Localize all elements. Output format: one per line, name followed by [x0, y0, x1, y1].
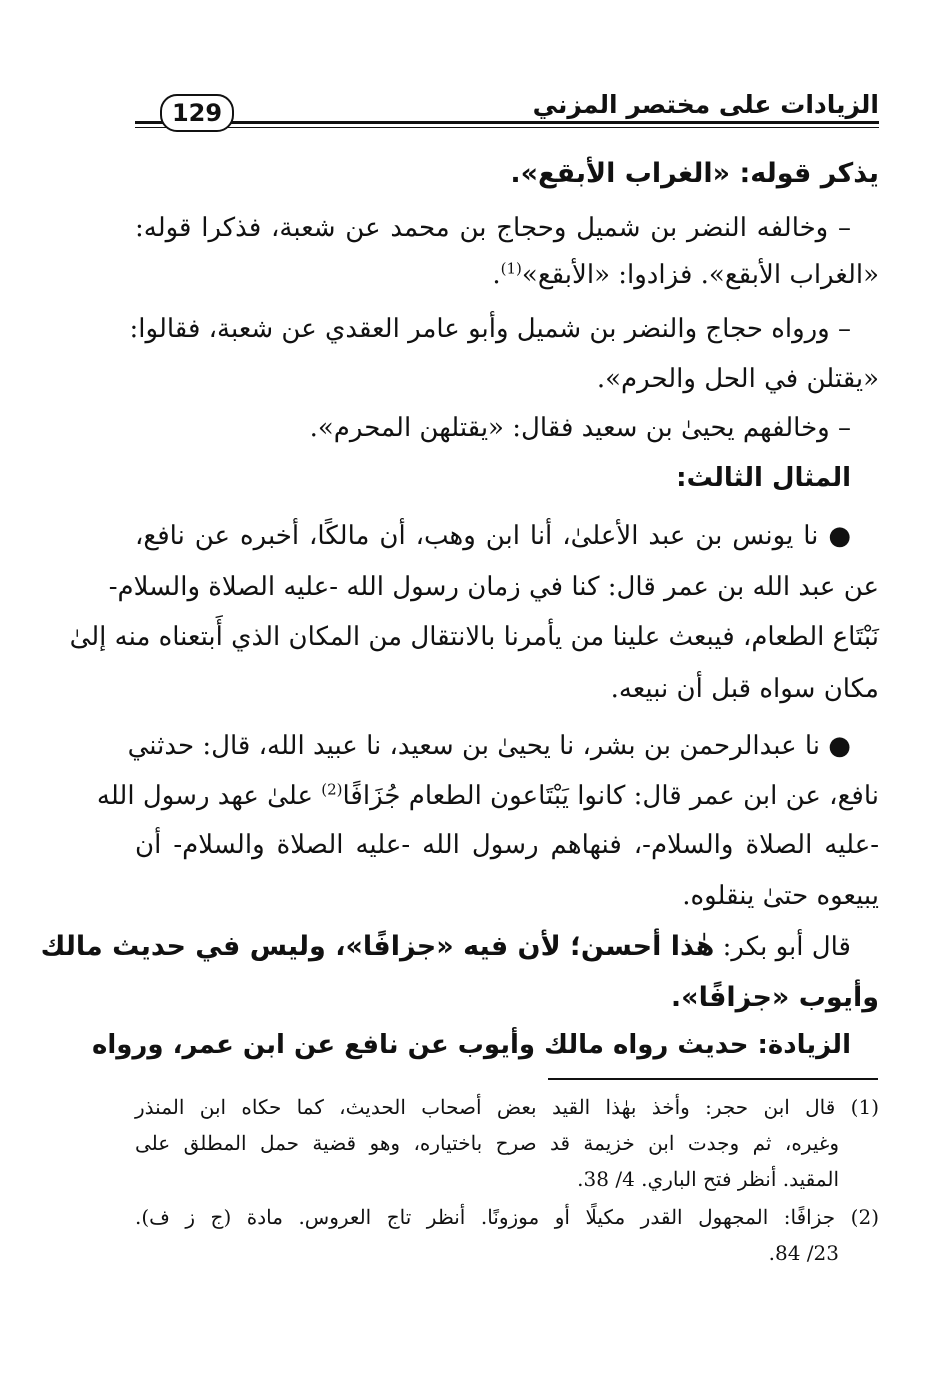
text-line: ● نا يونس بن عبد الأعلىٰ، أنا ابن وهب، أن مالكًا، أخبره عن نافع، — [135, 521, 851, 551]
text-span: قال أبو بكر: — [714, 932, 851, 962]
text-span: «الغراب الأبقع». فزادوا: «الأبقع» — [521, 260, 879, 290]
footnote-ref: (1) — [500, 259, 522, 278]
text-line: ● نا عبدالرحمن بن بشر، نا يحيىٰ بن سعيد، نا عبيد الله، قال: حدثني — [127, 731, 851, 761]
text-span: علىٰ عهد رسول الله — [96, 781, 322, 811]
text-line: – وخالفهم يحيىٰ بن سعيد فقال: «يقتلهن المحرم». — [309, 413, 851, 443]
text-line: يذكر قوله: «الغراب الأبقع». — [510, 158, 879, 189]
text-line: وأيوب «جزافًا». — [670, 982, 879, 1013]
text-line: الزيادة: حديث رواه مالك وأيوب عن نافع عن ابن عمر، ورواه — [91, 1030, 851, 1060]
text-line: «يقتلن في الحل والحرم». — [596, 364, 879, 394]
page-number: 129 — [160, 94, 234, 132]
text-line: مكان سواه قبل أن نبيعه. — [610, 674, 879, 704]
text-span: نافع، عن ابن عمر قال: كانوا يَبْتَاعون الطعام جُزَافًا — [342, 781, 879, 811]
footnote-line: 23/ 84. — [768, 1241, 839, 1265]
text-line: – وخالفه النضر بن شميل وحجاج بن محمد عن شعبة، فذكرا قوله: — [135, 213, 851, 243]
text-line: – ورواه حجاج والنضر بن شميل وأبو عامر العقدي عن شعبة، فقالوا: — [129, 314, 851, 344]
header-rule-thin — [135, 127, 879, 128]
text-line — [40, 929, 879, 965]
footnote-line: (2) جزافًا: المجهول القدر مكيلًا أو موزونًا. أنظر تاج العروس. مادة (ج ز ف). — [135, 1205, 879, 1229]
text-line: عن عبد الله بن عمر قال: كنا في زمان رسول الله -عليه الصلاة والسلام- — [108, 572, 879, 602]
text-line: -عليه الصلاة والسلام-، فنهاهم رسول الله -عليه الصلاة والسلام- أن — [135, 830, 879, 860]
footnote-line: المقيد. أنظر فتح الباري. 4/ 38. — [577, 1167, 839, 1191]
bold-text: هٰذا أحسن؛ لأن فيه «جزافًا»، وليس في حديث مالك — [40, 931, 715, 962]
text-line — [135, 259, 879, 293]
running-title: الزيادات على مختصر المزني — [532, 90, 879, 119]
section-heading: المثال الثالث: — [676, 463, 851, 493]
text-line — [96, 780, 879, 814]
footnote-separator — [548, 1078, 878, 1080]
text-line: نَبْتَاع الطعام، فيبعث علينا من يأمرنا بالانتقال من المكان الذي أَبتعناه منه إلىٰ — [69, 622, 879, 652]
footnote-ref: (2) — [321, 780, 343, 799]
footnote-line: (1) قال ابن حجر: وأخذ بهٰذا القيد بعض أصحاب الحديث، كما حكاه ابن المنذر — [135, 1095, 879, 1119]
header-rule-thick — [135, 121, 879, 124]
text-line: يبيعوه حتىٰ ينقلوه. — [682, 881, 879, 911]
page-header — [135, 88, 879, 138]
footnote-line: وغيره، ثم وجدت ابن خزيمة قد صرح باختياره، وهو قضية حمل المطلق على — [135, 1131, 839, 1155]
text-span: . — [492, 260, 501, 290]
